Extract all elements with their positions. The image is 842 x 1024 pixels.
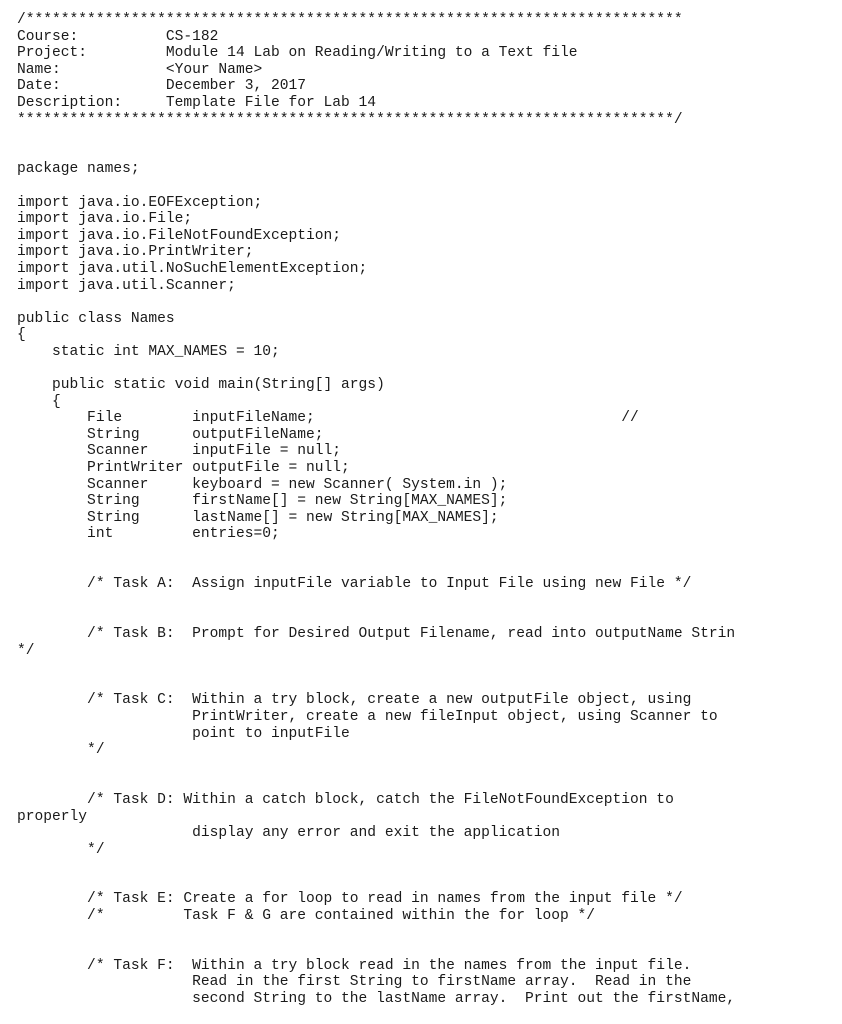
code-line: /* Task E: Create a for loop to read in names from the input file */ [17, 891, 683, 908]
code-line [17, 775, 837, 792]
code-line [17, 759, 837, 776]
code-line [17, 360, 837, 377]
code-line: int entries=0; [17, 526, 280, 543]
code-line: /* Task F: Within a try block read in the names from the input file. [17, 957, 692, 974]
code-line [17, 294, 837, 311]
code-line: public static void main(String[] args) [17, 377, 385, 394]
code-line: String firstName[] = new String[MAX_NAMES]; [17, 493, 508, 510]
code-line: second String to the lastName array. Print out the firstName, [17, 991, 736, 1008]
code-line [17, 659, 837, 676]
code-line [17, 676, 837, 693]
code-line [17, 145, 837, 162]
code-line [17, 875, 837, 892]
code-line: Scanner inputFile = null; [17, 443, 342, 460]
code-line: PrintWriter, create a new fileInput object, using Scanner to [17, 708, 718, 725]
code-line: /* Task C: Within a try block, create a new outputFile object, using [17, 692, 692, 709]
code-line: Scanner keyboard = new Scanner( System.in ); [17, 476, 508, 493]
code-line: Description: Template File for Lab 14 [17, 94, 377, 111]
code-line: */ [17, 742, 105, 759]
code-line: */ [17, 841, 105, 858]
code-line: import java.io.File; [17, 211, 193, 228]
code-line: ***************************************************************************/ [17, 111, 683, 128]
code-line: Project: Module 14 Lab on Reading/Writing to a Text file [17, 45, 578, 62]
code-line: display any error and exit the application [17, 825, 560, 842]
code-line [17, 178, 837, 195]
code-document [17, 12, 837, 1008]
code-line: String outputFileName; [17, 426, 324, 443]
code-line: */ [17, 642, 35, 659]
code-line: /* Task A: Assign inputFile variable to Input File using new File */ [17, 576, 692, 593]
code-line [17, 593, 837, 610]
code-line [17, 560, 837, 577]
code-line: public class Names [17, 310, 175, 327]
code-line: File inputFileName; // [17, 410, 639, 427]
code-line [17, 858, 837, 875]
code-line: Course: CS-182 [17, 28, 219, 45]
code-line [17, 609, 837, 626]
code-line: { [17, 393, 61, 410]
code-line: point to inputFile [17, 725, 350, 742]
code-line [17, 925, 837, 942]
code-line [17, 941, 837, 958]
code-line: import java.io.PrintWriter; [17, 244, 254, 261]
code-line: import java.io.EOFException; [17, 194, 263, 211]
code-line [17, 128, 837, 145]
code-line: package names; [17, 161, 140, 178]
code-line: String lastName[] = new String[MAX_NAMES]; [17, 509, 499, 526]
code-line: PrintWriter outputFile = null; [17, 460, 350, 477]
code-line [17, 543, 837, 560]
code-line: static int MAX_NAMES = 10; [17, 343, 280, 360]
code-line: Name: <Your Name> [17, 61, 263, 78]
code-line: { [17, 327, 26, 344]
code-line: /*************************************************************************** [17, 12, 683, 28]
code-line: /* Task B: Prompt for Desired Output Filename, read into outputName Strin [17, 625, 736, 642]
code-line: Read in the first String to firstName array. Read in the [17, 974, 692, 991]
code-line: import java.util.Scanner; [17, 277, 236, 294]
code-line: properly [17, 808, 88, 825]
code-line: /* Task F & G are contained within the for loop */ [17, 908, 596, 925]
code-line: import java.util.NoSuchElementException; [17, 260, 368, 277]
code-line: /* Task D: Within a catch block, catch the FileNotFoundException to [17, 791, 674, 808]
code-line: Date: December 3, 2017 [17, 78, 307, 95]
code-line: import java.io.FileNotFoundException; [17, 227, 342, 244]
